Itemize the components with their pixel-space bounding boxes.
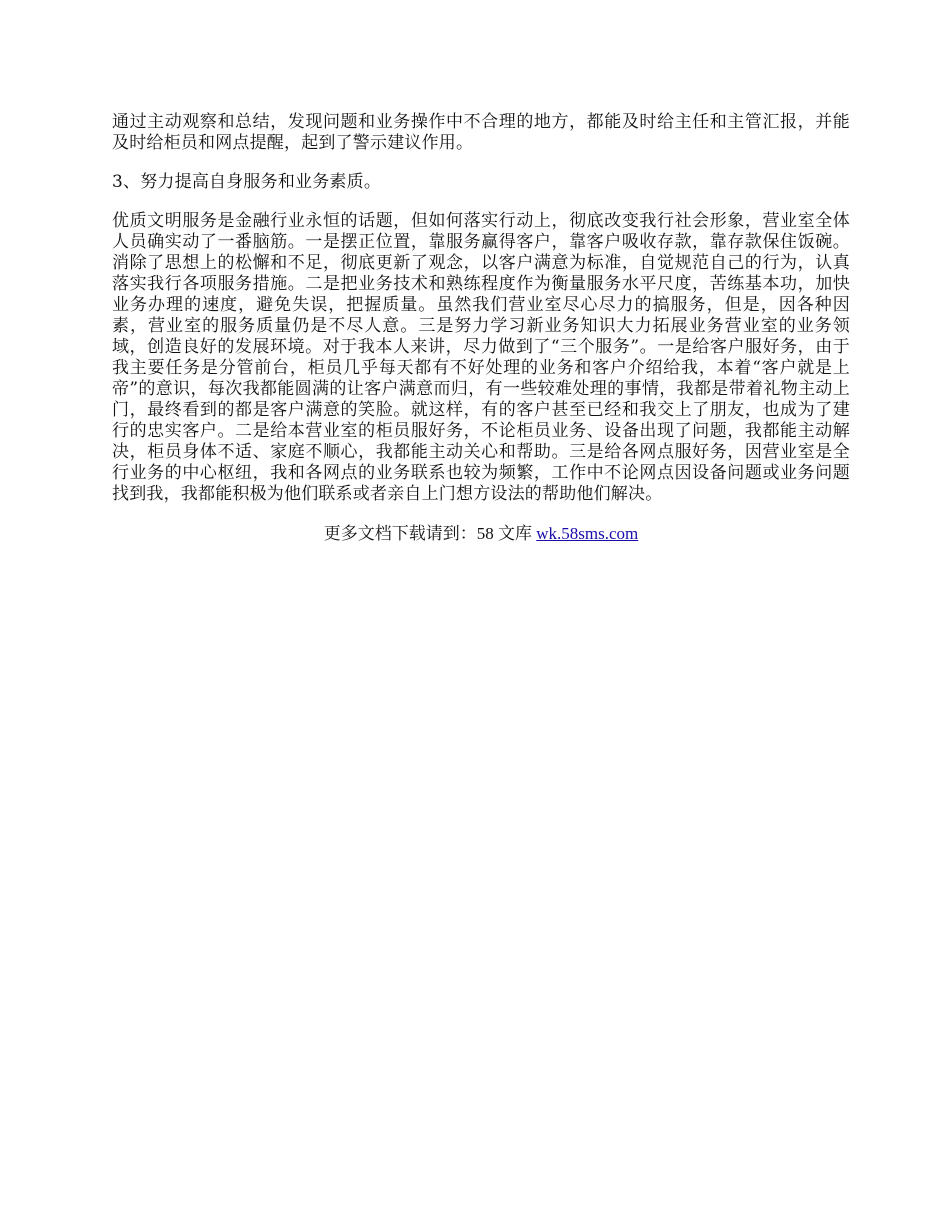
footer-link[interactable]: wk.58sms.com bbox=[536, 524, 639, 543]
footer bbox=[112, 523, 850, 544]
section-heading-3: 3、努力提高自身服务和业务素质。 bbox=[112, 172, 382, 192]
paragraph-1: 通过主动观察和总结，发现问题和业务操作中不合理的地方，都能及时给主任和主管汇报，并能及时给柜员和网点提醒，起到了警示建议作用。 bbox=[112, 112, 850, 153]
paragraph-3: 优质文明服务是金融行业永恒的话题，但如何落实行动上，彻底改变我行社会形象，营业室全体人员确实动了一番脑筋。一是摆正位置，靠服务赢得客户，靠客户吸收存款，靠存款保住饭碗。消除了思想上的松懈和不足，彻底更新了观念，以客户满意为标准，自觉规范自己的行为，认真落实我行各项服务措施。二是把业务技术和熟练程度作为衡量服务水平尺度，苦练基本功，加快业务办理的速度，避免失误，把握质量。虽然我们营业室尽心尽力的搞服务，但是，因各种因素，营业室的服务质量仍是不尽人意。三是努力学习新业务知识大力拓展业务营业室的业务领域，创造良好的发展环境。对于我本人来讲，尽力做到了“三个服务”。一是给客户服好务，由于我主要任务是分管前台，柜员几乎每天都有不好处理的业务和客户介绍给我，本着“客户就是上帝”的意识，每次我都能圆满的让客户满意而归，有一些较难处理的事情，我都是带着礼物主动上门，最终看到的都是客户满意的笑脸。就这样，有的客户甚至已经和我交上了朋友，也成为了建行的忠实客户。二是给本营业室的柜员服好务，不论柜员业务、设备出现了问题，我都能主动解决，柜员身体不适、家庭不顺心，我都能主动关心和帮助。三是给各网点服好务，因营业室是全行业务的中心枢纽，我和各网点的业务联系也较为频繁，工作中不论网点因设备问题或业务问题找到我，我都能积极为他们联系或者亲自上门想方设法的帮助他们解决。 bbox=[112, 211, 850, 504]
document-page bbox=[112, 112, 850, 544]
footer-prefix: 更多文档下载请到：58 文库 bbox=[323, 524, 537, 543]
